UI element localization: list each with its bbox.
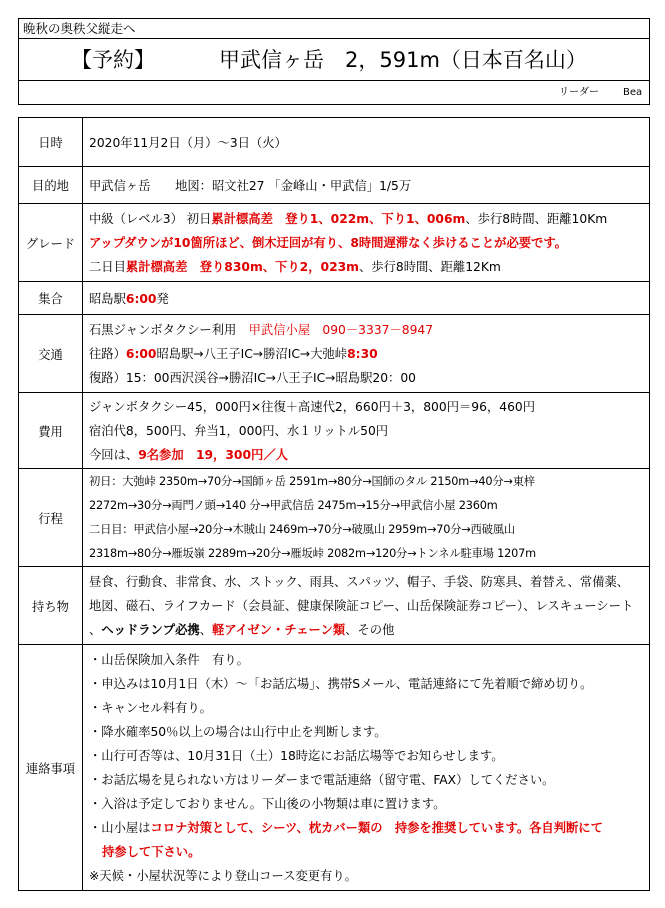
value-date: 2020年11月2日（月）～3日（火）	[83, 118, 650, 167]
note-4: ・降水確率50％以上の場合は山行中止を判断します。	[89, 724, 387, 739]
label-notes: 連絡事項	[19, 645, 83, 891]
row-destination	[19, 167, 650, 204]
meeting-time: 6:00	[125, 292, 157, 306]
value-destination: 甲武信ヶ岳 地図：昭文社27 「金峰山・甲武信」1/5万	[83, 167, 650, 204]
note-7: ・入浴は予定しておりません。下山後の小物類は車に置けます。	[89, 796, 446, 811]
title-row	[19, 39, 649, 81]
label-belongings: 持ち物	[19, 567, 83, 645]
row-itinerary	[19, 469, 650, 567]
note-3: ・キャンセル料有り。	[89, 700, 212, 715]
transport-line-1	[89, 318, 643, 342]
transport-l2d: 8:30	[347, 346, 378, 361]
row-date	[19, 118, 650, 167]
grade-l1b: 累計標高差 登り1、022m、下り1、006m	[211, 211, 466, 226]
cost-line-2: 宿泊代8，500円、弁当1，000円、水１リットル50円	[89, 423, 389, 438]
transport-line-2	[89, 342, 643, 366]
transport-l1a: 石黒ジャンボタクシー利用	[89, 322, 249, 337]
cost-l3a: 今回は、	[89, 447, 139, 462]
leader-row	[19, 81, 649, 104]
label-meeting: 集合	[19, 282, 83, 315]
belongings-l3c: 、	[199, 622, 213, 637]
note-8b: コロナ対策として、シーツ、枕カバー類の 持参を推奨しています。各自判断にて	[150, 820, 603, 835]
value-itinerary	[83, 469, 650, 567]
row-meeting	[19, 282, 650, 315]
cost-line-1: ジャンボタクシー45，000円×往復＋高速代2，660円＋3，800円＝96，460円	[89, 399, 536, 414]
label-date: 日時	[19, 118, 83, 167]
plan-table	[18, 117, 650, 891]
itinerary-line-2: 2272m→30分→両門ノ頭→140 分→甲武信岳 2475m→15分→甲武信小屋 2360m	[89, 498, 498, 512]
meeting-suffix: 発	[156, 292, 169, 306]
value-meeting	[83, 282, 650, 315]
belongings-l3d: 軽アイゼン・チェーン類	[212, 622, 346, 637]
belongings-l3a: 、	[89, 622, 102, 637]
belongings-l3b: ヘッドランプ必携	[101, 622, 200, 637]
value-notes	[83, 645, 650, 891]
transport-l1b: 甲武信小屋 090－3337－8947	[248, 322, 434, 337]
belongings-line-2: 地図、磁石、ライフカード（会員証、健康保険証コピー、山岳保険証券コピー）、レスキューシート	[89, 598, 634, 613]
value-grade	[83, 204, 650, 282]
row-belongings	[19, 567, 650, 645]
transport-line-3: 復路）15：00西沢渓谷→勝沼IC→八王子IC→昭島駅20：00	[89, 370, 416, 385]
itinerary-line-1: 初日：大弛峠 2350m→70分→国師ヶ岳 2591m→80分→国師のタル 2150m→40分→東梓	[89, 474, 535, 488]
reservation-tag: 【予約】	[71, 48, 155, 72]
grade-l1c: 、歩行8時間、距離10Km	[465, 211, 608, 226]
belongings-line-1: 昼食、行動食、非常食、水、ストック、雨具、スパッツ、帽子、手袋、防寒具、着替え、常備薬、	[89, 574, 630, 589]
subtitle: 晩秋の奥秩父縦走へ	[19, 19, 649, 39]
label-itinerary: 行程	[19, 469, 83, 567]
grade-l3c: 、歩行8時間、距離12Km	[359, 259, 501, 274]
grade-line-2: アップダウンが10箇所ほど、倒木迂回が有り、8時間遅滞なく歩けることが必要です。	[89, 235, 567, 250]
note-5: ・山行可否等は、10月31日（土）18時迄にお話広場等でお知らせします。	[89, 748, 504, 763]
note-9: 持参して下さい。	[102, 844, 201, 859]
value-transport	[83, 315, 650, 393]
note-6: ・お話広場を見られない方はリーダーまで電話連絡（留守電、FAX）してください。	[89, 772, 555, 787]
label-grade: グレード	[19, 204, 83, 282]
note-2: ・申込みは10月1日（木）～「お話広場」、携帯Sメール、電話連絡にて先着順で締め切り。	[89, 676, 593, 691]
cost-line-3	[89, 443, 643, 467]
itinerary-line-4: 2318m→80分→雁坂嶺 2289m→20分→雁坂峠 2082m→120分→トンネル駐車場 1207m	[89, 546, 536, 560]
belongings-line-3	[89, 618, 643, 642]
row-notes	[19, 645, 650, 891]
transport-l2c: 昭島駅→八王子IC→勝沼IC→大弛峠	[156, 346, 348, 361]
transport-l2b: 6:00	[125, 346, 157, 361]
belongings-l3e: 、その他	[345, 622, 395, 637]
label-transport: 交通	[19, 315, 83, 393]
itinerary-line-3: 二日目：甲武信小屋→20分→木賊山 2469m→70分→破風山 2959m→70分→西破風山	[89, 522, 515, 536]
meeting-place: 昭島駅	[89, 292, 126, 306]
header-box	[18, 18, 650, 105]
transport-l2a: 往路）	[89, 346, 126, 361]
row-grade	[19, 204, 650, 282]
note-10: ※天候・小屋状況等により登山コース変更有り。	[89, 868, 357, 883]
value-belongings	[83, 567, 650, 645]
note-1: ・山岳保険加入条件 有り。	[89, 652, 249, 667]
grade-l1a: 中級（レベル3） 初日	[89, 211, 212, 226]
label-cost: 費用	[19, 393, 83, 469]
grade-line-3	[89, 255, 643, 279]
note-8a: ・山小屋は	[89, 820, 151, 835]
label-destination: 目的地	[19, 167, 83, 204]
grade-line-1	[89, 207, 643, 231]
row-cost	[19, 393, 650, 469]
grade-l3a: 二日目	[89, 259, 126, 274]
value-cost	[83, 393, 650, 469]
page-title: 甲武信ヶ岳 2，591m（日本百名山）	[219, 48, 587, 72]
note-8	[89, 816, 643, 840]
leader-label: リーダー	[559, 87, 599, 98]
cost-l3b: 9名参加 19，300円／人	[138, 447, 288, 462]
leader-name: Bea	[623, 87, 643, 98]
grade-l3b: 累計標高差 登り830m、下り2，023m	[125, 259, 359, 274]
row-transport	[19, 315, 650, 393]
